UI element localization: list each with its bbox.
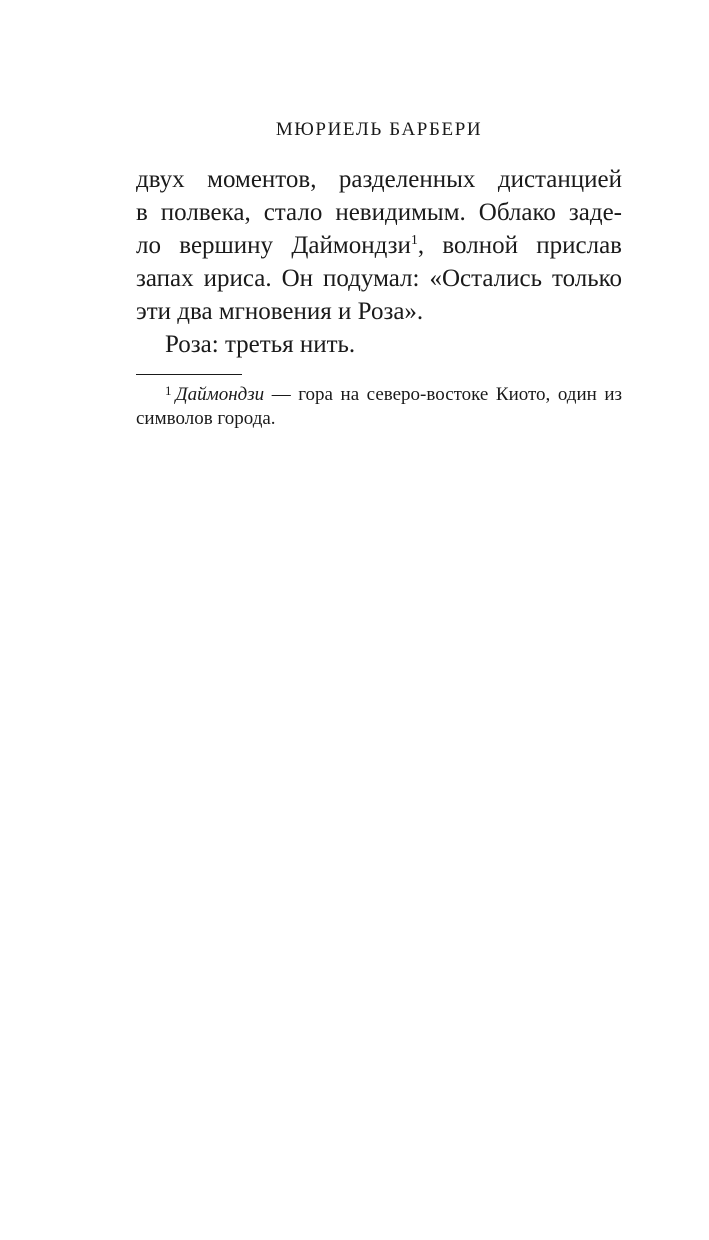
footnote-term: Даймондзи <box>175 384 265 405</box>
footnote-line-2: символов города. <box>136 408 276 429</box>
body-line-1: двух моментов, разделенных дистанцией <box>136 166 622 193</box>
body-line-4: запах ириса. Он подумал: «Остались только <box>136 265 622 292</box>
body-line-3 <box>136 229 622 262</box>
body-line-2: в полвека, стало невидимым. Облако заде- <box>136 199 622 226</box>
footnote-reference[interactable]: 1 <box>410 233 418 248</box>
footnote-number: 1 <box>165 383 172 398</box>
body-line-3-start: ло вершину Даймондзи <box>136 232 411 259</box>
running-head: МЮРИЕЛЬ БАРБЕРИ <box>275 119 483 140</box>
footnote <box>136 383 622 431</box>
footnote-line-1 <box>136 383 622 407</box>
body-line-5: эти два мгновения и Роза». <box>136 298 424 325</box>
body-text <box>136 163 622 361</box>
body-line-3-end: , волной прислав <box>417 232 622 259</box>
book-page <box>136 0 622 1240</box>
paragraph-2: Роза: третья нить. <box>165 331 356 358</box>
footnote-divider <box>136 374 242 375</box>
footnote-text-1: — гора на северо-востоке Киото, один из <box>264 384 622 405</box>
